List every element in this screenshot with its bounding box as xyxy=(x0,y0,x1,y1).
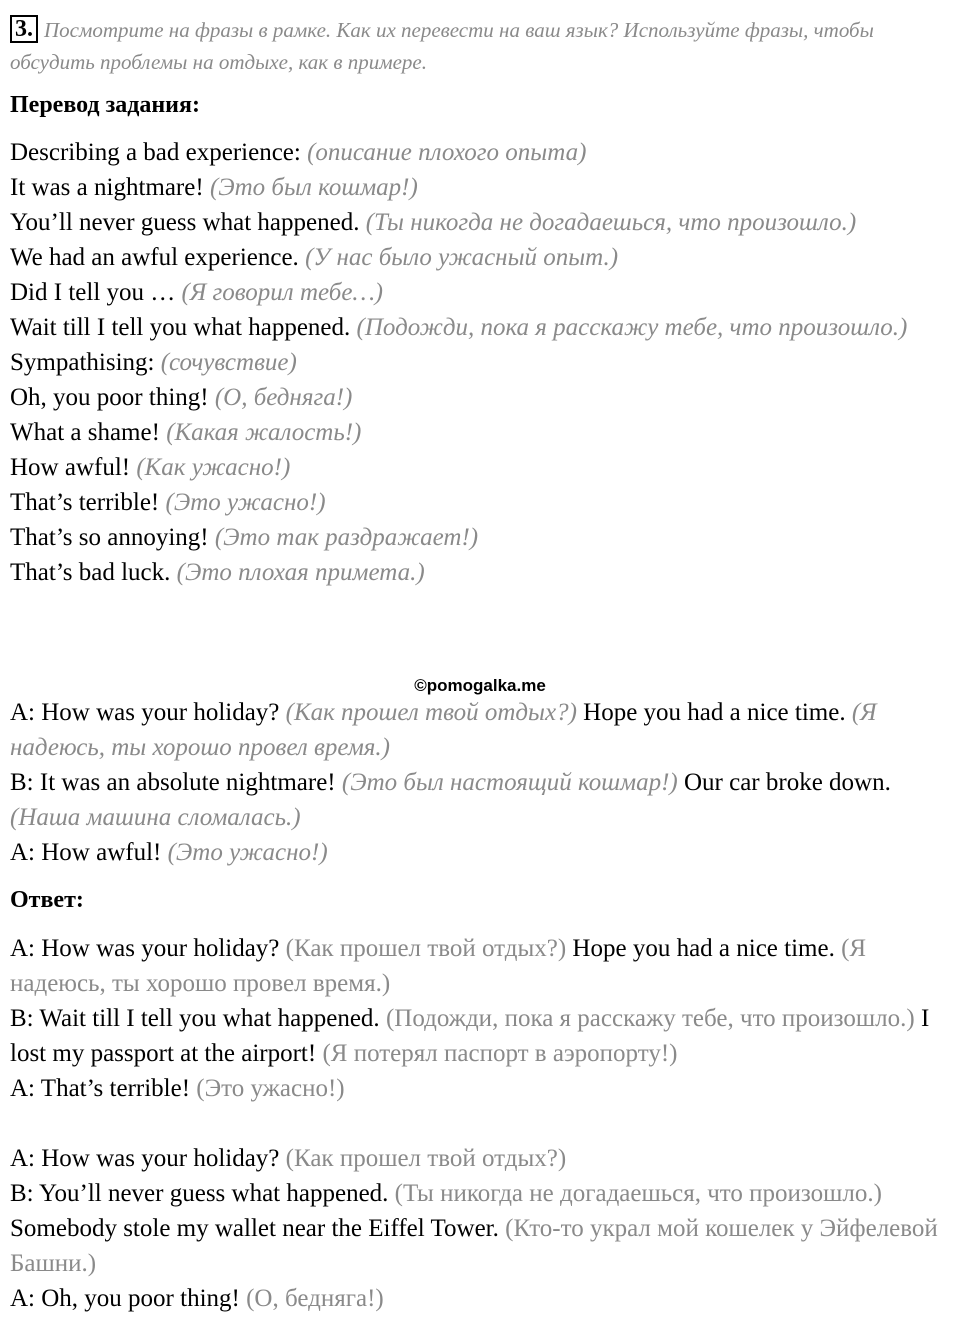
dialogue-line xyxy=(10,835,950,870)
phrase-line xyxy=(10,555,950,590)
phrase-en: It was a nightmare! xyxy=(10,174,204,201)
answer-dialogue-1 xyxy=(10,931,950,1106)
line-ru: (Как прошел твой отдых?) xyxy=(285,1145,567,1172)
phrase-en: That’s terrible! xyxy=(10,489,160,516)
phrase-en: Sympathising: xyxy=(10,349,155,376)
task-number: 3. xyxy=(10,15,38,43)
line-en: A: How was your holiday? xyxy=(10,1145,280,1172)
phrase-line xyxy=(10,170,950,205)
line-ru: (Это был настоящий кошмар!) xyxy=(341,769,678,796)
phrase-en: Did I tell you … xyxy=(10,279,176,306)
dialogue-line xyxy=(10,1071,950,1106)
phrase-en: That’s bad luck. xyxy=(10,559,171,586)
phrase-ru: (Я говорил тебе…) xyxy=(181,279,383,306)
line-en: A: How awful! xyxy=(10,839,162,866)
dialogue-line xyxy=(10,695,950,765)
phrase-ru: (Подожди, пока я расскажу тебе, что произошло.) xyxy=(356,314,908,341)
line-ru: (Как прошел твой отдых?) xyxy=(285,935,567,962)
line-ru: (Ты никогда не догадаешься, что произошло.) xyxy=(394,1180,882,1207)
phrase-line xyxy=(10,135,950,170)
line-en: Hope you had a nice time. xyxy=(572,935,835,962)
line-ru: (Это ужасно!) xyxy=(167,839,328,866)
phrase-en: What a shame! xyxy=(10,419,160,446)
phrase-ru: (Это ужасно!) xyxy=(165,489,326,516)
translation-heading: Перевод задания: xyxy=(10,92,200,118)
dialogue-line xyxy=(10,1141,950,1176)
line-en: B: It was an absolute nightmare! xyxy=(10,769,336,796)
phrase-line xyxy=(10,240,950,275)
line-ru: (Я потерял паспорт в аэропорту!) xyxy=(322,1040,678,1067)
line-en: A: That’s terrible! xyxy=(10,1075,191,1102)
phrase-ru: (сочувствие) xyxy=(160,349,297,376)
dialogue-line xyxy=(10,765,950,835)
phrase-en: How awful! xyxy=(10,454,131,481)
phrase-en: Wait till I tell you what happened. xyxy=(10,314,351,341)
phrase-en: You’ll never guess what happened. xyxy=(10,209,360,236)
phrase-ru: (Это так раздражает!) xyxy=(214,524,479,551)
line-en: A: How was your holiday? xyxy=(10,699,280,726)
line-ru: (Как прошел твой отдых?) xyxy=(285,699,577,726)
phrase-en: That’s so annoying! xyxy=(10,524,209,551)
line-ru: (Наша машина сломалась.) xyxy=(10,804,301,831)
phrase-line xyxy=(10,275,950,310)
phrase-line xyxy=(10,205,950,240)
line-ru: (Я надеюсь, ты хорошо провел время.) xyxy=(10,699,877,761)
line-en: A: Oh, you poor thing! xyxy=(10,1285,240,1312)
dialogue-line xyxy=(10,1281,950,1316)
answer-heading: Ответ: xyxy=(10,887,84,913)
line-ru: (Кто-то украл мой кошелек у Эйфелевой Башни.) xyxy=(10,1215,938,1277)
line-ru: (Это ужасно!) xyxy=(196,1075,345,1102)
phrase-ru: (Как ужасно!) xyxy=(136,454,291,481)
phrase-ru: (О, бедняга!) xyxy=(214,384,353,411)
phrase-ru: (описание плохого опыта) xyxy=(307,139,587,166)
line-ru: (Подожди, пока я расскажу тебе, что произошло.) xyxy=(385,1005,915,1032)
phrase-line xyxy=(10,485,950,520)
answer-dialogue-2 xyxy=(10,1141,950,1316)
dialogue-line xyxy=(10,931,950,1001)
line-en: Somebody stole my wallet near the Eiffel Tower. xyxy=(10,1215,499,1242)
phrase-en: Oh, you poor thing! xyxy=(10,384,209,411)
phrase-ru: (Какая жалость!) xyxy=(166,419,362,446)
phrase-line xyxy=(10,520,950,555)
line-en: B: Wait till I tell you what happened. xyxy=(10,1005,380,1032)
phrase-line xyxy=(10,380,950,415)
line-en: Our car broke down. xyxy=(683,769,891,796)
task-instruction: Посмотрите на фразы в рамке. Как их перевести на ваш язык? Используйте фразы, чтобы обсудить проблемы на отдыхе, как в примере. xyxy=(10,18,874,74)
phrase-ru: (У нас было ужасный опыт.) xyxy=(305,244,619,271)
line-ru: (О, бедняга!) xyxy=(246,1285,384,1312)
phrase-list xyxy=(10,135,950,590)
phrase-ru: (Это плохая примета.) xyxy=(176,559,425,586)
phrase-line xyxy=(10,450,950,485)
phrase-line xyxy=(10,415,950,450)
dialogue-line xyxy=(10,1001,950,1071)
line-ru: (Я надеюсь, ты хорошо провел время.) xyxy=(10,935,867,997)
task-instruction-block xyxy=(10,14,945,78)
phrase-line xyxy=(10,310,950,345)
line-en: A: How was your holiday? xyxy=(10,935,280,962)
phrase-ru: (Ты никогда не догадаешься, что произошло.) xyxy=(365,209,857,236)
line-en: I lost my passport at the airport! xyxy=(10,1005,930,1067)
watermark: ©pomogalka.me xyxy=(414,676,546,695)
example-dialogue xyxy=(10,695,950,870)
line-en: B: You’ll never guess what happened. xyxy=(10,1180,389,1207)
phrase-ru: (Это был кошмар!) xyxy=(209,174,418,201)
phrase-en: We had an awful experience. xyxy=(10,244,299,271)
phrase-en: Describing a bad experience: xyxy=(10,139,301,166)
line-en: Hope you had a nice time. xyxy=(583,699,846,726)
phrase-line xyxy=(10,345,950,380)
dialogue-line xyxy=(10,1176,950,1281)
